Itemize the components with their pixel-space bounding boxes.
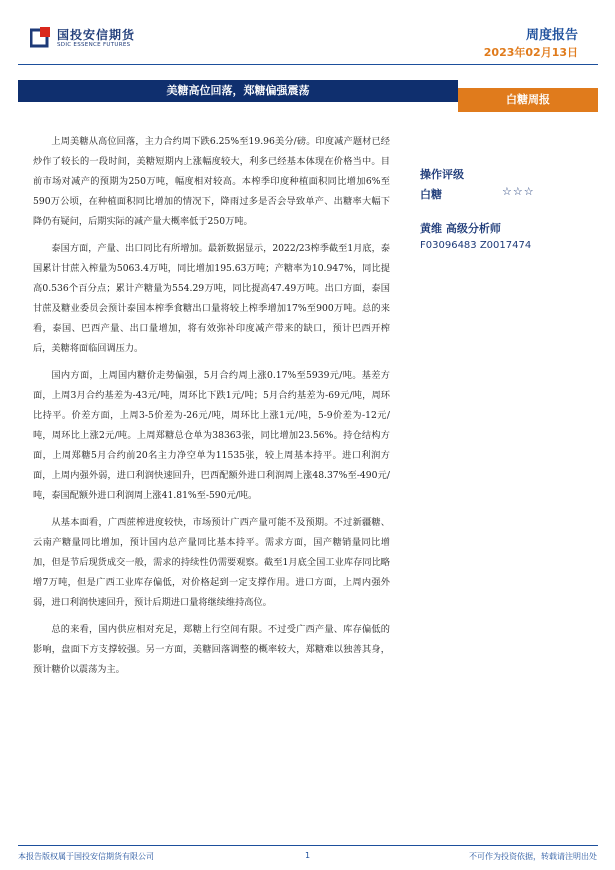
logo-mark-icon	[30, 26, 52, 48]
rating-stars: ☆☆☆	[502, 185, 535, 198]
analyst-name: 黄维 高级分析师	[420, 222, 501, 235]
logo-name-en: SDIC ESSENCE FUTURES	[57, 42, 131, 48]
header-divider	[18, 64, 598, 65]
body-paragraph: 国内方面，上周国内糖价走势偏强，5月合约周上涨0.17%至5939元/吨。基差方面，上周3月合约基差为-43元/吨，周环比下跌1元/吨；5月合约基差为-69元/吨，周环比持平。价差方面，上周3-5价差为-26元/吨，周环比上涨1元/吨，5-9价差为-12元/吨，周环比上涨2元/吨。上周郑糖总仓单为38363张，同比增加23.56%。持仓结构方面，上周郑糖5月合约前20名主力净空单为11535张，较上周基本持平。进口利润方面，上周内强外弱，进口利润快速回升，巴西配额外进口利润周上涨48.37%至-490元/吨，泰国配额外进口利润周上涨41.81%至-590元/吨。	[33, 370, 390, 501]
footer-disclaimer: 不可作为投资依据，转载请注明出处	[469, 852, 597, 861]
body-paragraph: 上周美糖从高位回落，主力合约周下跌6.25%至19.96美分/磅。印度减产题材已经炒作了较长的一段时间，美糖短期内上涨幅度较大，利多已经基本体现在价格当中。目前市场对减产的预期为250万吨，幅度相对较高。本榨季印度种植面积同比增加6%至590万公顷，在种植面积同比增加的情况下，降雨过多是否会导致单产、出糖率大幅下降仍有疑问，后期实际的减产量大概率低于250万吨。	[33, 136, 390, 227]
page-number: 1	[304, 851, 311, 860]
title-band	[18, 72, 598, 112]
report-tag: 白糖周报	[506, 93, 550, 106]
report-body	[33, 132, 390, 687]
logo-name-cn: 国投安信期货	[57, 28, 136, 42]
page-header	[0, 0, 615, 72]
body-paragraph: 总的来看，国内供应相对充足，郑糖上行空间有限。不过受广西产量、库存偏低的影响，盘面下方支撑较强。另一方面，美糖回落调整的概率较大，郑糖难以独善其身，预计糖价以震荡为主。	[33, 624, 390, 675]
body-paragraph: 从基本面看，广西蔗榨进度较快，市场预计广西产量可能不及预期。不过新疆糖、云南产糖量同比增加，预计国内总产量同比基本持平。需求方面，国产糖销量同比增加，但是节后现货成交一般，需求的持续性仍需要观察。截至1月底全国工业库存同比略增7万吨，但是广西工业库存偏低，对价格起到一定支撑作用。进口方面，上周内强外弱，进口利润快速回升，预计后期进口量将继续维持高位。	[33, 517, 390, 608]
body-paragraph: 泰国方面，产量、出口同比有所增加。最新数据显示，2022/23榨季截至1月底，泰国累计甘蔗入榨量为5063.4万吨，同比增加195.63万吨；产糖率为10.947%，同比提高0.536个百分点；累计产糖量为554.29万吨，同比提高47.49万吨。出口方面，泰国甘蔗及糖业委员会预计泰国本榨季食糖出口量将较上榨季增加17%至900万吨。总的来看，泰国、巴西产量、出口量增加，将有效弥补印度减产带来的缺口，预计巴西开榨后，美糖将面临回调压力。	[33, 243, 390, 354]
analyst-license: F03096483 Z0017474	[420, 240, 532, 251]
footer-copyright: 本报告版权属于国投安信期货有限公司	[18, 852, 154, 861]
company-logo	[30, 24, 180, 54]
rating-title: 操作评级	[420, 168, 464, 181]
rating-item: 白糖	[420, 188, 442, 201]
report-title: 美糖高位回落，郑糖偏强震荡	[166, 84, 310, 97]
report-type: 周度报告	[525, 28, 578, 43]
report-date: 2023年02月13日	[483, 46, 578, 59]
footer-divider	[18, 845, 598, 846]
